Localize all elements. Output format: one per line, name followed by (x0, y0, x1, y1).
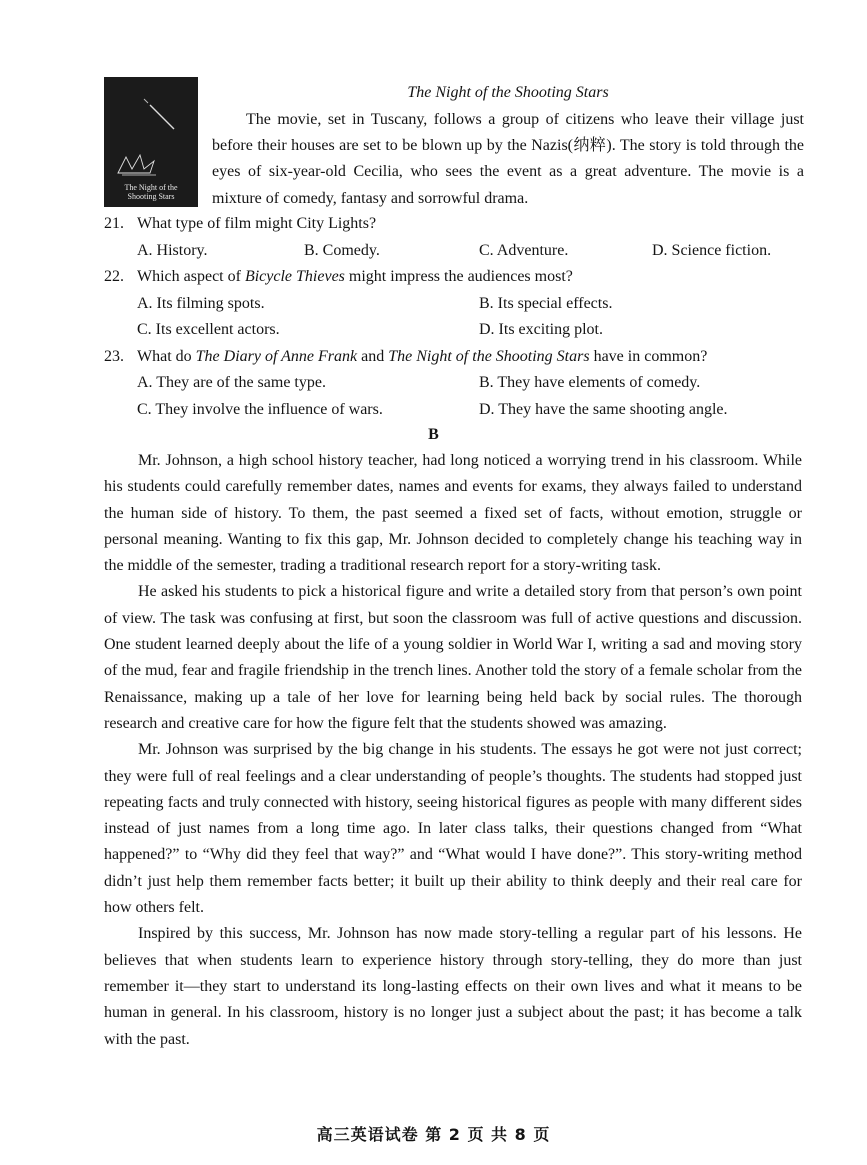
page-footer: 高三英语试卷 第 2 页 共 8 页 (316, 1125, 551, 1144)
option-a: A. History. (137, 241, 208, 259)
question-22 (104, 264, 804, 291)
question-stem (137, 344, 707, 370)
reading-passage (104, 448, 802, 1053)
option-b: B. Its special effects. (479, 294, 613, 312)
movie-text: The movie, set in Tuscany, follows a group of citizens who leave their village just before their houses are set to be blown up by the Nazis(纳粹). The story is told through the eyes of six-year-old Cecilia, who sees the event as a great adventure. The movie is a mixture of comedy, fantasy and sorrowful drama. (212, 111, 804, 207)
poster-caption: The Night of the Shooting Stars (124, 183, 178, 201)
stem-text: What type of film might City Lights? (137, 215, 377, 232)
movie-description (212, 80, 804, 212)
options-row (104, 397, 804, 424)
stem-text: have in common? (589, 347, 708, 365)
options-row (104, 370, 804, 397)
film-title: The Night of the Shooting Stars (388, 347, 590, 365)
question-21 (104, 211, 804, 238)
option-a: A. Its filming spots. (137, 294, 265, 312)
stem-text: might impress the audiences most? (344, 268, 573, 285)
stem-text: Which aspect of (137, 268, 245, 285)
paragraph: Mr. Johnson, a high school history teacher, had long noticed a worrying trend in his classroom. While his students could carefully remember dates, names and events for exams, they always failed to understand the human side of history. To them, the past seemed a fixed set of facts, without emotion, struggle or personal meaning. Wanting to fix this gap, Mr. Johnson decided to completely change his teaching way in the middle of the semester, trading a traditional research report for a story-writing task. (104, 452, 802, 575)
option-d: D. Science fiction. (652, 241, 772, 259)
stem-text: What do (137, 347, 196, 365)
question-block (104, 211, 804, 423)
movie-poster-image (104, 77, 198, 207)
options-row (104, 291, 804, 318)
options-row (104, 317, 804, 344)
film-title: Bicycle Thieves (244, 268, 345, 285)
paragraph: Inspired by this success, Mr. Johnson has now made story-telling a regular part of his lessons. He believes that when students learn to experience history through story-telling, they do more than just remember it—they start to understand its long-lasting effects on their own lives and what it means to be human in general. In his classroom, history is no longer just a subject about the past; it has become a talk with the past. (104, 925, 802, 1048)
question-number: 23. (104, 347, 124, 365)
film-title: The Diary of Anne Frank (195, 347, 358, 365)
option-c: C. Its excellent actors. (137, 321, 280, 338)
option-c: C. Adventure. (479, 241, 569, 259)
movie-title: The Night of the Shooting Stars (407, 84, 609, 101)
option-c: C. They involve the influence of wars. (137, 400, 383, 418)
question-stem (137, 211, 376, 237)
paragraph: Mr. Johnson was surprised by the big change in his students. The essays he got were not just correct; they were full of real feelings and a clear understanding of people’s thoughts. The students had stopped just repeating facts and truly connected with history, seeing historical figures as people with many different sides instead of just names from a long time ago. In later class talks, their questions changed from “What happened?” to “Why did they feel that way?” and “What would I have done?”. This story-writing method didn’t just help them remember facts better; it built up their ability to think deeply and their real care for how others felt. (104, 741, 802, 917)
option-d: D. Its exciting plot. (479, 321, 603, 338)
option-b: B. They have elements of comedy. (479, 374, 701, 391)
option-a: A. They are of the same type. (137, 374, 326, 391)
question-23 (104, 344, 804, 371)
paragraph: He asked his students to pick a historical figure and write a detailed story from that person’s own point of view. The task was confusing at first, but soon the classroom was full of active questions and discussion. One student learned deeply about the life of a young soldier in World War I, writing a sad and moving story of the mud, fear and fragile friendship in the trench lines. Another told the story of a female scholar from the Renaissance, making up a tale of her love for learning being held back by social rules. The thorough research and creative care for how the figure felt that the students showed was amazing. (104, 583, 802, 732)
option-d: D. They have the same shooting angle. (479, 400, 728, 418)
section-heading: B (428, 426, 439, 443)
stem-text: and (357, 347, 389, 365)
question-stem (137, 264, 573, 290)
question-number: 21. (104, 215, 124, 232)
question-number: 22. (104, 268, 124, 285)
option-b: B. Comedy. (304, 241, 380, 259)
options-row (104, 238, 804, 265)
